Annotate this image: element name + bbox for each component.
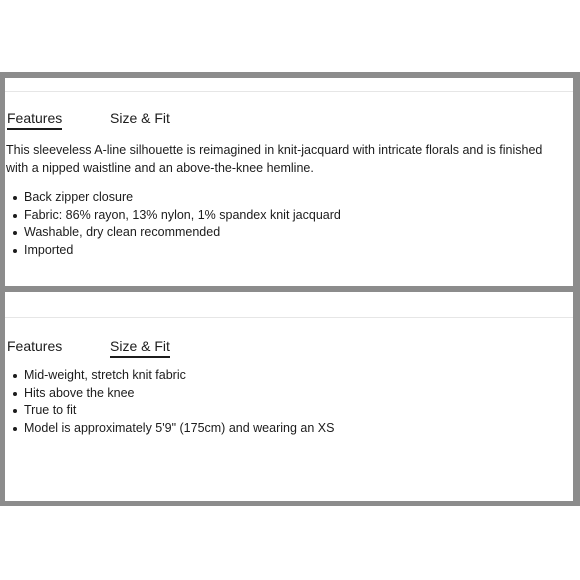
bullet-icon [13,374,17,378]
divider-line [5,317,573,318]
tab-size-fit[interactable]: Size & Fit [110,337,170,358]
bullet-icon [13,249,17,253]
tab-size-fit[interactable]: Size & Fit [110,110,170,126]
list-item [13,242,341,260]
list-item-text: Mid-weight, stretch knit fabric [24,368,186,382]
bullet-icon [13,196,17,200]
list-item-text: Model is approximately 5'9" (175cm) and wearing an XS [24,420,335,435]
list-item-text: True to fit [24,403,77,417]
list-item [13,224,341,242]
list-item-text: Washable, dry clean recommended [24,225,221,239]
product-description: This sleeveless A-line silhouette is reimagined in knit-jacquard with intricate florals and is finished with a nipped waistline and an above-the-knee hemline. [6,143,543,175]
list-item-text: Imported [24,242,74,257]
list-item-text: Fabric: 86% rayon, 13% nylon, 1% spandex knit jacquard [24,207,341,222]
bullet-icon [13,231,17,235]
list-item [13,420,334,438]
list-item [13,207,341,225]
features-panel [5,78,573,286]
bullet-icon [13,392,17,396]
list-item-text: Back zipper closure [24,190,134,204]
bullet-icon [13,214,17,218]
list-item [13,189,341,207]
bullet-icon [13,409,17,413]
list-item [13,402,334,420]
tab-features[interactable]: Features [7,109,62,130]
list-item [13,367,334,385]
size-fit-list [13,367,334,437]
features-list [13,189,341,259]
list-item [13,385,334,403]
tab-features[interactable]: Features [7,338,63,354]
bullet-icon [13,427,17,431]
divider-line [5,91,573,92]
size-fit-panel [5,292,573,501]
list-item-text: Hits above the knee [24,385,135,400]
